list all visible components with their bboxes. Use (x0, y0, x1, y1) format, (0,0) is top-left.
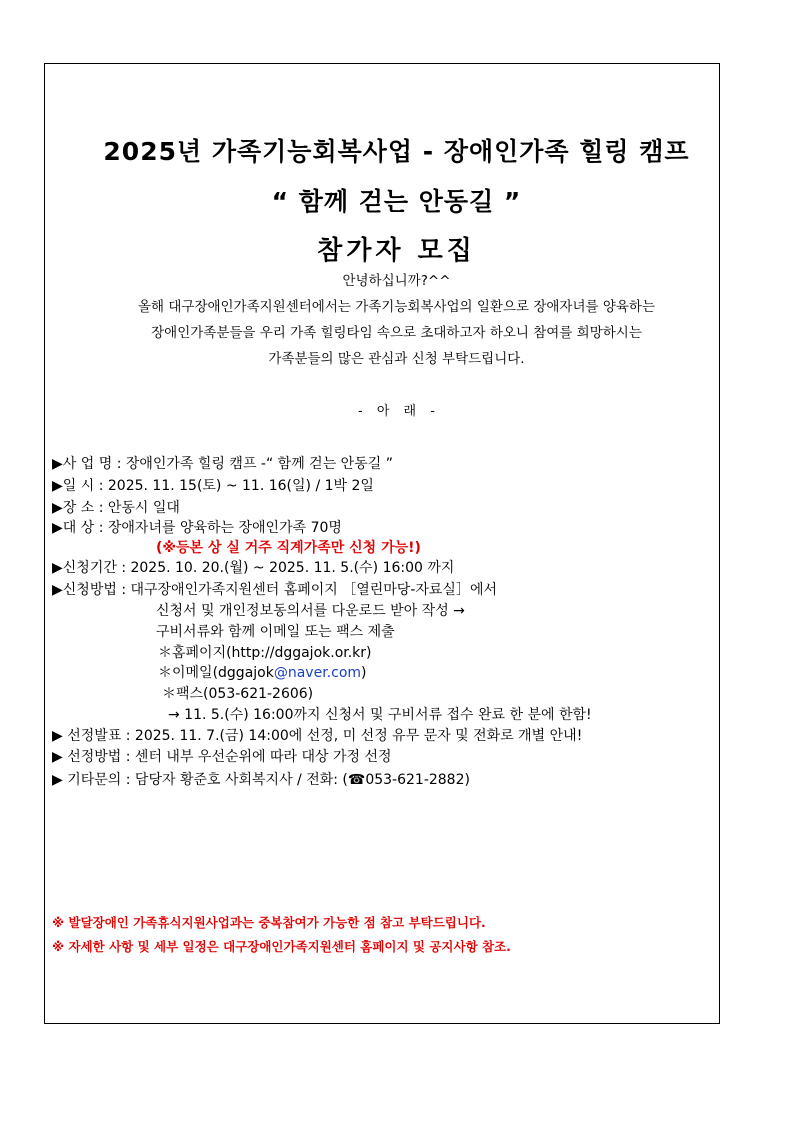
email-domain: @naver.com (273, 665, 362, 681)
detail-deadline-note: → 11. 5.(수) 16:00까지 신청서 및 구비서류 접수 완료 한 분에 한함! (168, 707, 592, 723)
detail-method-2: 신청서 및 개인정보동의서를 다운로드 받아 작성 → (156, 603, 465, 619)
detail-selection: ▶ 선정방법 : 센터 내부 우선순위에 따라 대상 가정 선정 (52, 749, 392, 765)
footnote-1: ※ 발달장애인 가족휴식지원사업과는 중복참여가 가능한 점 참고 부탁드립니다. (52, 915, 486, 930)
detail-period: ▶신청기간 : 2025. 10. 20.(월) ~ 2025. 11. 5.(수) 16:00 까지 (52, 560, 455, 576)
title-line-1: 2025년 가족기능회복사업 - 장애인가족 힐링 캠프 (103, 137, 690, 166)
title-line-2: “ 함께 걷는 안동길 ” (271, 187, 522, 216)
detail-method-3: 구비서류와 함께 이메일 또는 팩스 제출 (156, 624, 395, 640)
detail-project: ▶사 업 명 : 장애인가족 힐링 캠프 -“ 함께 걷는 안동길 ” (52, 456, 393, 472)
intro-line-2: 올해 대구장애인가족지원센터에서는 가족기능회복사업의 일환으로 장애자녀를 양육하는 (137, 299, 655, 315)
detail-announce: ▶ 선정발표 : 2025. 11. 7.(금) 14:00에 선정, 미 선정 유무 문자 및 전화로 개별 안내! (52, 728, 583, 744)
title-line-3: 참가자 모집 (317, 236, 476, 266)
email-suffix: ) (361, 665, 367, 681)
intro-line-4: 가족분들의 많은 관심과 신청 부탁드립니다. (268, 351, 525, 367)
detail-homepage: ＊홈페이지(http://dggajok.or.kr) (158, 645, 372, 661)
detail-fax: ＊팩스(053-621-2606) (162, 686, 314, 702)
notice-header: - 아 래 - (358, 404, 435, 419)
intro-line-3: 장애인가족분들을 우리 가족 힐링타임 속으로 초대하고자 하오니 참여를 희망하시는 (151, 325, 642, 341)
footnote-2: ※ 자세한 사항 및 세부 일정은 대구장애인가족지원센터 홈페이지 및 공지사항 참조. (52, 939, 511, 954)
detail-inquiry: ▶ 기타문의 : 담당자 황준호 사회복지사 / 전화: (☎053-621-2882) (52, 772, 470, 788)
detail-email (158, 663, 366, 683)
detail-method-1: ▶신청방법 : 대구장애인가족지원센터 홈페이지 ［열린마당-자료실］에서 (52, 582, 498, 598)
detail-date: ▶일 시 : 2025. 11. 15(토) ~ 11. 16(일) / 1박 2일 (52, 478, 374, 494)
detail-target-note: (※등본 상 실 거주 직계가족만 신청 가능!) (156, 540, 421, 556)
detail-target: ▶대 상 : 장애자녀를 양육하는 장애인가족 70명 (52, 520, 342, 536)
detail-place: ▶장 소 : 안동시 일대 (52, 500, 180, 516)
intro-greeting: 안녕하십니까?^^ (342, 273, 451, 289)
email-prefix: ＊이메일(dggajok (158, 665, 274, 681)
